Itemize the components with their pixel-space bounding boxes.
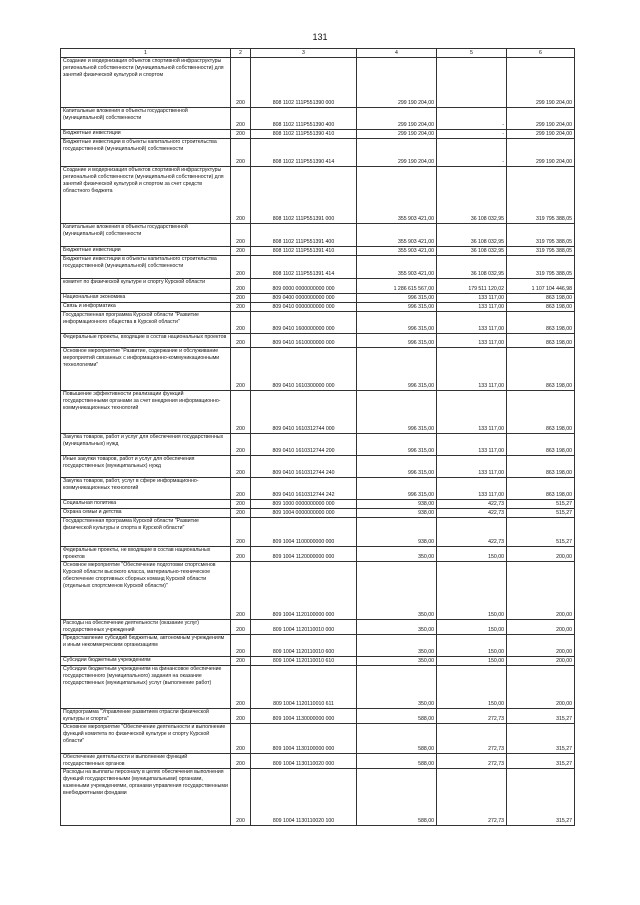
row-executed-cell: 150,00 <box>437 547 507 562</box>
row-executed-cell: 133 117,00 <box>437 334 507 348</box>
table-row <box>61 167 575 224</box>
table-row <box>61 312 575 334</box>
row-unexecuted-cell: 299 190 204,00 <box>507 130 575 139</box>
row-line-code-cell: 200 <box>231 130 251 139</box>
row-unexecuted-cell: 315,27 <box>507 724 575 754</box>
row-line-code-cell: 200 <box>231 635 251 657</box>
row-name-cell: Закупка товаров, работ, услуг в сфере информационно-коммуникационных технологий <box>61 478 231 500</box>
row-name-cell: Основное мероприятие "Обеспечение деятельности и выполнение функций комитета по физической культуре и спорту Курской области" <box>61 724 231 754</box>
row-executed-cell: 422,73 <box>437 518 507 547</box>
row-unexecuted-cell: 315,27 <box>507 754 575 769</box>
row-approved-cell: 996 315,00 <box>357 348 437 391</box>
table-row <box>61 478 575 500</box>
row-executed-cell: 133 117,00 <box>437 456 507 478</box>
row-line-code-cell: 200 <box>231 657 251 666</box>
row-unexecuted-cell: 1 107 104 446,98 <box>507 279 575 294</box>
row-budget-code-cell: 809 0410 1610312744 200 <box>251 434 357 456</box>
row-unexecuted-cell: 863 198,00 <box>507 391 575 434</box>
table-row <box>61 58 575 108</box>
row-executed-cell: 133 117,00 <box>437 391 507 434</box>
row-name-cell: Охрана семьи и детства <box>61 509 231 518</box>
row-line-code-cell: 200 <box>231 303 251 312</box>
row-line-code-cell: 200 <box>231 167 251 224</box>
row-line-code-cell: 200 <box>231 478 251 500</box>
row-approved-cell: 299 190 204,00 <box>357 139 437 167</box>
row-name-cell: Связь и информатика <box>61 303 231 312</box>
table-row <box>61 769 575 826</box>
budget-execution-table <box>60 48 575 826</box>
row-executed-cell: 272,73 <box>437 769 507 826</box>
column-header: 2 <box>231 49 251 58</box>
table-row <box>61 456 575 478</box>
row-name-cell: Капитальные вложения в объекты государственной (муниципальной) собственности <box>61 108 231 130</box>
row-approved-cell: 938,00 <box>357 518 437 547</box>
table-row <box>61 434 575 456</box>
row-approved-cell: 1 286 615 567,00 <box>357 279 437 294</box>
row-approved-cell: 355 903 421,00 <box>357 167 437 224</box>
row-budget-code-cell: 809 1004 1100000000 000 <box>251 518 357 547</box>
column-header: 4 <box>357 49 437 58</box>
row-budget-code-cell: 809 1004 1130110020 100 <box>251 769 357 826</box>
table-row <box>61 279 575 294</box>
row-name-cell: Бюджетные инвестиции в объекты капитального строительства государственной (муниципальной) собственности <box>61 139 231 167</box>
row-name-cell: Бюджетные инвестиции <box>61 130 231 139</box>
row-approved-cell: 996 315,00 <box>357 294 437 303</box>
table-row <box>61 139 575 167</box>
row-line-code-cell: 200 <box>231 724 251 754</box>
row-name-cell: Иные закупки товаров, работ и услуг для обеспечения государственных (муниципальных) нужд <box>61 456 231 478</box>
table-row <box>61 130 575 139</box>
row-name-cell: Создание и модернизация объектов спортивной инфраструктуры региональной собственности (муниципальной собственности) для занятий физической культурой и спортом <box>61 58 231 108</box>
row-unexecuted-cell: 863 198,00 <box>507 456 575 478</box>
row-budget-code-cell: 809 1004 1120110010 600 <box>251 635 357 657</box>
row-line-code-cell: 200 <box>231 769 251 826</box>
row-executed-cell: - <box>437 108 507 130</box>
row-unexecuted-cell: 200,00 <box>507 620 575 635</box>
row-line-code-cell: 200 <box>231 709 251 724</box>
row-executed-cell: 150,00 <box>437 666 507 709</box>
table-row <box>61 509 575 518</box>
row-unexecuted-cell: 319 795 388,05 <box>507 256 575 279</box>
row-approved-cell: 299 190 204,00 <box>357 130 437 139</box>
row-executed-cell: - <box>437 130 507 139</box>
row-budget-code-cell: 809 1004 1120110010 611 <box>251 666 357 709</box>
row-budget-code-cell: 809 1004 1130100000 000 <box>251 724 357 754</box>
table-row <box>61 518 575 547</box>
row-budget-code-cell: 808 1102 111P551391 400 <box>251 224 357 247</box>
table-body <box>61 58 575 826</box>
row-executed-cell: 150,00 <box>437 620 507 635</box>
row-name-cell: Субсидии бюджетным учреждениям на финансовое обеспечение государственного (муниципального) задания на оказание государственных (муниципальных) услуг (выполнение работ) <box>61 666 231 709</box>
row-approved-cell: 588,00 <box>357 709 437 724</box>
column-header: 6 <box>507 49 575 58</box>
row-line-code-cell: 200 <box>231 391 251 434</box>
table-row <box>61 657 575 666</box>
row-line-code-cell: 200 <box>231 224 251 247</box>
row-name-cell: Обеспечение деятельности и выполнение функций государственных органов <box>61 754 231 769</box>
row-executed-cell: 133 117,00 <box>437 434 507 456</box>
row-budget-code-cell: 809 1004 1130000000 000 <box>251 709 357 724</box>
row-line-code-cell: 200 <box>231 58 251 108</box>
row-budget-code-cell: 809 0400 0000000000 000 <box>251 294 357 303</box>
row-executed-cell: 272,73 <box>437 709 507 724</box>
row-executed-cell: 36 108 032,95 <box>437 167 507 224</box>
row-approved-cell: 355 903 421,00 <box>357 256 437 279</box>
row-budget-code-cell: 809 0410 1600000000 000 <box>251 312 357 334</box>
row-name-cell: Создание и модернизация объектов спортивной инфраструктуры региональной собственности (муниципальной собственности) для занятий физической культурой и спортом за счет средств областного бюджета <box>61 167 231 224</box>
row-unexecuted-cell: 863 198,00 <box>507 334 575 348</box>
row-approved-cell: 996 315,00 <box>357 334 437 348</box>
row-unexecuted-cell: 200,00 <box>507 562 575 620</box>
table-row <box>61 666 575 709</box>
table-row <box>61 224 575 247</box>
row-line-code-cell: 200 <box>231 562 251 620</box>
row-unexecuted-cell: 863 198,00 <box>507 312 575 334</box>
row-line-code-cell: 200 <box>231 279 251 294</box>
row-executed-cell: 133 117,00 <box>437 303 507 312</box>
row-budget-code-cell: 809 0000 0000000000 000 <box>251 279 357 294</box>
row-budget-code-cell: 809 1004 0000000000 000 <box>251 509 357 518</box>
page-number: 131 <box>312 32 328 42</box>
row-unexecuted-cell: 299 190 204,00 <box>507 58 575 108</box>
row-unexecuted-cell: 319 795 388,05 <box>507 247 575 256</box>
row-approved-cell: 355 903 421,00 <box>357 224 437 247</box>
column-header: 3 <box>251 49 357 58</box>
table-row <box>61 348 575 391</box>
table-row <box>61 562 575 620</box>
row-budget-code-cell: 808 1102 111P551390 414 <box>251 139 357 167</box>
row-name-cell: Государственная программа Курской области "Развитие информационного общества в Курской области" <box>61 312 231 334</box>
table-row <box>61 247 575 256</box>
row-budget-code-cell: 809 0410 1610300000 000 <box>251 348 357 391</box>
row-line-code-cell: 200 <box>231 754 251 769</box>
row-budget-code-cell: 809 1000 0000000000 000 <box>251 500 357 509</box>
row-budget-code-cell: 809 1004 1120110010 000 <box>251 620 357 635</box>
row-line-code-cell: 200 <box>231 108 251 130</box>
row-name-cell: Повышение эффективности реализации функций государственными органами за счет внедрения информационно-коммуникационных технологий <box>61 391 231 434</box>
table-row <box>61 547 575 562</box>
row-executed-cell: 36 108 032,95 <box>437 247 507 256</box>
row-line-code-cell: 200 <box>231 312 251 334</box>
row-approved-cell: 588,00 <box>357 754 437 769</box>
row-name-cell: Капитальные вложения в объекты государственной (муниципальной) собственности <box>61 224 231 247</box>
row-unexecuted-cell: 863 198,00 <box>507 434 575 456</box>
row-name-cell: Расходы на обеспечение деятельности (оказание услуг) государственных учреждений <box>61 620 231 635</box>
row-budget-code-cell: 808 1102 111P551391 410 <box>251 247 357 256</box>
row-unexecuted-cell: 863 198,00 <box>507 303 575 312</box>
row-name-cell: Федеральные проекты, входящие в состав национальных проектов <box>61 334 231 348</box>
row-unexecuted-cell: 200,00 <box>507 666 575 709</box>
row-executed-cell: 36 108 032,95 <box>437 224 507 247</box>
row-line-code-cell: 200 <box>231 518 251 547</box>
row-budget-code-cell: 809 0410 0000000000 000 <box>251 303 357 312</box>
row-name-cell: Подпрограмма "Управление развитием отрасли физической культуры и спорта" <box>61 709 231 724</box>
row-approved-cell: 938,00 <box>357 500 437 509</box>
row-name-cell: Федеральные проекты, не входящие в состав национальных проектов <box>61 547 231 562</box>
row-budget-code-cell: 809 0410 1610312744 240 <box>251 456 357 478</box>
table-row <box>61 108 575 130</box>
row-approved-cell: 996 315,00 <box>357 456 437 478</box>
row-name-cell: Бюджетные инвестиции в объекты капитального строительства государственной (муниципальной) собственности <box>61 256 231 279</box>
table-row <box>61 620 575 635</box>
table-row <box>61 334 575 348</box>
row-executed-cell: 272,73 <box>437 724 507 754</box>
row-approved-cell: 350,00 <box>357 620 437 635</box>
row-approved-cell: 996 315,00 <box>357 391 437 434</box>
row-unexecuted-cell: 863 198,00 <box>507 348 575 391</box>
table-row <box>61 724 575 754</box>
row-budget-code-cell: 809 1004 1120110010 610 <box>251 657 357 666</box>
row-budget-code-cell: 808 1102 111P551390 000 <box>251 58 357 108</box>
table-row <box>61 709 575 724</box>
row-executed-cell: - <box>437 139 507 167</box>
row-unexecuted-cell: 299 190 204,00 <box>507 108 575 130</box>
row-name-cell: Основное мероприятие "Развитие, содержание и обслуживание мероприятий связанных с информационно-коммуникационными технологиями" <box>61 348 231 391</box>
row-name-cell: комитет по физической культуре и спорту Курской области <box>61 279 231 294</box>
row-name-cell: Предоставление субсидий бюджетным, автономным учреждениям и иным некоммерческим организациям <box>61 635 231 657</box>
row-line-code-cell: 200 <box>231 434 251 456</box>
row-unexecuted-cell: 315,27 <box>507 769 575 826</box>
row-approved-cell: 588,00 <box>357 724 437 754</box>
row-unexecuted-cell: 299 190 204,00 <box>507 139 575 167</box>
row-unexecuted-cell: 515,27 <box>507 518 575 547</box>
row-approved-cell: 996 315,00 <box>357 478 437 500</box>
row-line-code-cell: 200 <box>231 294 251 303</box>
row-line-code-cell: 200 <box>231 334 251 348</box>
row-name-cell: Расходы на выплаты персоналу в целях обеспечения выполнения функций государственными (муниципальными) органами, казенными учреждениями, органами управления государственными внебюджетными фондами <box>61 769 231 826</box>
table-row <box>61 500 575 509</box>
row-approved-cell: 588,00 <box>357 769 437 826</box>
row-budget-code-cell: 809 1004 1120000000 000 <box>251 547 357 562</box>
row-approved-cell: 299 190 204,00 <box>357 58 437 108</box>
row-unexecuted-cell: 319 795 388,05 <box>507 167 575 224</box>
row-name-cell: Бюджетные инвестиции <box>61 247 231 256</box>
row-line-code-cell: 200 <box>231 348 251 391</box>
row-approved-cell: 996 315,00 <box>357 303 437 312</box>
row-unexecuted-cell: 319 795 388,05 <box>507 224 575 247</box>
row-unexecuted-cell: 863 198,00 <box>507 478 575 500</box>
row-unexecuted-cell: 200,00 <box>507 547 575 562</box>
row-unexecuted-cell: 515,27 <box>507 500 575 509</box>
row-executed-cell: 133 117,00 <box>437 294 507 303</box>
row-unexecuted-cell: 200,00 <box>507 657 575 666</box>
row-line-code-cell: 200 <box>231 256 251 279</box>
column-header: 5 <box>437 49 507 58</box>
row-unexecuted-cell: 515,27 <box>507 509 575 518</box>
row-line-code-cell: 200 <box>231 247 251 256</box>
row-executed-cell: 150,00 <box>437 635 507 657</box>
row-executed-cell: 150,00 <box>437 562 507 620</box>
row-executed-cell: 179 511 120,02 <box>437 279 507 294</box>
row-name-cell: Основное мероприятие "Обеспечение подготовки спортсменов Курской области высокого класса, материально-техническое обеспечение спортивных сборных команд Курской области (отдельных спортсменов Курской области)" <box>61 562 231 620</box>
row-line-code-cell: 200 <box>231 139 251 167</box>
row-line-code-cell: 200 <box>231 500 251 509</box>
row-approved-cell: 350,00 <box>357 635 437 657</box>
row-unexecuted-cell: 863 198,00 <box>507 294 575 303</box>
row-line-code-cell: 200 <box>231 620 251 635</box>
row-executed-cell: 422,73 <box>437 500 507 509</box>
row-executed-cell: 133 117,00 <box>437 348 507 391</box>
table-header-row <box>61 49 575 58</box>
row-budget-code-cell: 809 0410 1610312744 000 <box>251 391 357 434</box>
row-budget-code-cell: 808 1102 111P551390 400 <box>251 108 357 130</box>
row-executed-cell: 133 117,00 <box>437 312 507 334</box>
row-budget-code-cell: 809 1004 1130110020 000 <box>251 754 357 769</box>
row-approved-cell: 355 903 421,00 <box>357 247 437 256</box>
table-row <box>61 391 575 434</box>
row-budget-code-cell: 809 0410 1610312744 242 <box>251 478 357 500</box>
row-budget-code-cell: 808 1102 111P551391 000 <box>251 167 357 224</box>
table-row <box>61 256 575 279</box>
row-executed-cell: 36 108 032,95 <box>437 256 507 279</box>
row-line-code-cell: 200 <box>231 456 251 478</box>
row-line-code-cell: 200 <box>231 547 251 562</box>
row-approved-cell: 996 315,00 <box>357 312 437 334</box>
row-line-code-cell: 200 <box>231 666 251 709</box>
row-approved-cell: 350,00 <box>357 547 437 562</box>
table-row <box>61 294 575 303</box>
row-executed-cell: 272,73 <box>437 754 507 769</box>
row-name-cell: Национальная экономика <box>61 294 231 303</box>
row-approved-cell: 350,00 <box>357 562 437 620</box>
row-executed-cell: 422,73 <box>437 509 507 518</box>
row-name-cell: Государственная программа Курской области "Развитие физической культуры и спорта в Курской области" <box>61 518 231 547</box>
row-budget-code-cell: 808 1102 111P551391 414 <box>251 256 357 279</box>
row-budget-code-cell: 809 1004 1120100000 000 <box>251 562 357 620</box>
row-executed-cell: 150,00 <box>437 657 507 666</box>
table-row <box>61 303 575 312</box>
row-approved-cell: 996 315,00 <box>357 434 437 456</box>
row-approved-cell: 350,00 <box>357 657 437 666</box>
row-unexecuted-cell: 315,27 <box>507 709 575 724</box>
row-name-cell: Социальная политика <box>61 500 231 509</box>
row-executed-cell: 133 117,00 <box>437 478 507 500</box>
table-row <box>61 754 575 769</box>
row-budget-code-cell: 809 0410 1610000000 000 <box>251 334 357 348</box>
row-line-code-cell: 200 <box>231 509 251 518</box>
row-name-cell: Субсидии бюджетным учреждениям <box>61 657 231 666</box>
row-approved-cell: 938,00 <box>357 509 437 518</box>
row-approved-cell: 299 190 204,00 <box>357 108 437 130</box>
row-unexecuted-cell: 200,00 <box>507 635 575 657</box>
column-header: 1 <box>61 49 231 58</box>
row-approved-cell: 350,00 <box>357 666 437 709</box>
row-name-cell: Закупка товаров, работ и услуг для обеспечения государственных (муниципальных) нужд <box>61 434 231 456</box>
row-budget-code-cell: 808 1102 111P551390 410 <box>251 130 357 139</box>
table-row <box>61 635 575 657</box>
row-executed-cell <box>437 58 507 108</box>
